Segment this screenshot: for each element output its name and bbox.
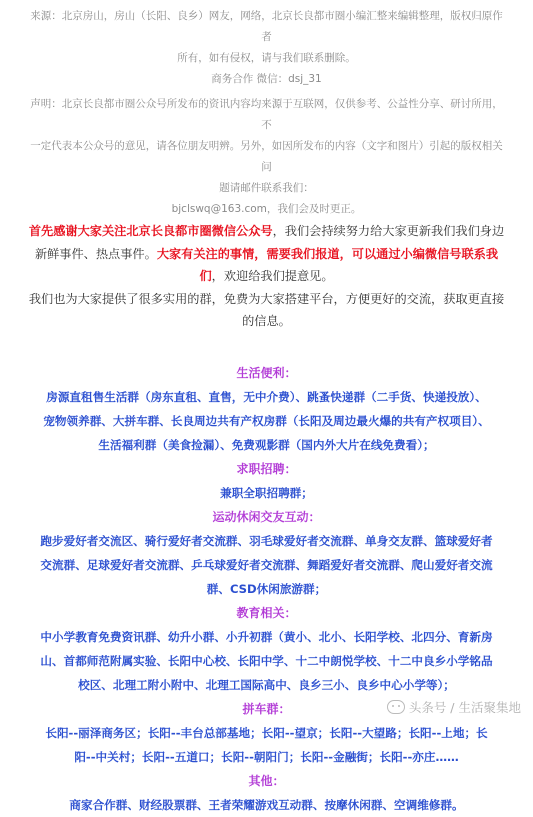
group-line: 交流群、足球爱好者交流群、乒乓球爱好者交流群、舞蹈爱好者交流群、爬山爱好者交流 xyxy=(40,557,493,572)
groups-intro-2: 的信息。 xyxy=(242,314,291,328)
thanks-text: ，我们会持续努力给大家更新我们我们身边 xyxy=(272,224,505,238)
thanks-line-2 xyxy=(28,243,505,266)
disclaimer-line-2: 一定代表本公众号的意见，请各位朋友明辨。另外，如因所发布的内容（文字和图片）引起的版权相关问 xyxy=(30,140,503,173)
source-line-1: 来源：北京房山，房山（长阳、良乡）网友，网络，北京长良都市圈小编汇整来编辑整理，版权归原作者 xyxy=(30,10,503,43)
group-line: 兼职全职招聘群； xyxy=(220,485,313,500)
group-line: 生活福利群（美食捡漏）、免费观影群（国内外大片在线免费看）； xyxy=(98,437,435,452)
watermark xyxy=(387,698,521,716)
group-heading: 运动休闲交友互动： xyxy=(212,509,321,524)
group-line: 宠物领养群、大拼车群、长良周边共有产权房群（长阳及周边最火爆的共有产权项目）、 xyxy=(43,413,490,428)
groups-list xyxy=(28,361,505,817)
group-section xyxy=(28,361,505,457)
disclaimer-line-3: 题请邮件联系我们： xyxy=(219,182,314,194)
thanks-text-2: 新鲜事件、热点事件。 xyxy=(34,246,157,261)
disclaimer-email: bjclswq@163.com，我们会及时更正。 xyxy=(171,203,362,215)
group-line: 山、首都师范附属实验、长阳中心校、长阳中学、十二中朗悦学校、十二中良乡小学铭品 xyxy=(40,653,493,668)
source-line-2: 所有，如有侵权，请与我们联系删除。 xyxy=(177,52,356,64)
group-line: 商家合作群、财经股票群、王者荣耀游戏互动群、按摩休闲群、空调维修群。 xyxy=(69,797,464,812)
groups-intro: 我们也为大家提供了很多实用的群，免费为大家搭建平台，方便更好的交流，获取更直接 xyxy=(28,291,505,306)
watermark-text: 头条号 / 生活聚集地 xyxy=(408,700,521,715)
disclaimer-line-1: 声明：北京长良都市圈公众号所发布的资讯内容均来源于互联网，仅供参考、公益性分享、研讨所用，不 xyxy=(30,98,503,131)
group-heading: 拼车群： xyxy=(242,701,291,716)
group-heading: 教育相关： xyxy=(236,605,297,620)
thanks-highlight: 首先感谢大家关注北京长良都市圈微信公众号 xyxy=(28,224,273,238)
thanks-line-1 xyxy=(28,220,505,243)
group-section xyxy=(28,601,505,697)
group-heading: 其他： xyxy=(248,773,285,788)
thanks-line-3 xyxy=(28,265,505,288)
group-line: 阳--中关村；长阳--五道口；长阳--朝阳门；长阳--金融街；长阳--亦庄…… xyxy=(74,749,459,764)
group-heading: 生活便利： xyxy=(236,365,297,380)
group-line: 房源直租售生活群（房东直租、直售，无中介费）、跳蚤快递群（二手货、快递投放）、 xyxy=(46,389,487,404)
group-line: 跑步爱好者交流区、骑行爱好者交流群、羽毛球爱好者交流群、单身交友群、篮球爱好者 xyxy=(40,533,493,548)
business-contact: 商务合作 微信：dsj_31 xyxy=(211,73,322,85)
report-request: 大家有关注的事情，需要我们报道，可以通过小编微信号联系我 xyxy=(156,246,499,261)
article-content xyxy=(28,6,505,817)
group-heading: 求职招聘： xyxy=(236,461,297,476)
chat-bubble-icon xyxy=(387,700,405,714)
group-line: 中小学教育免费资讯群、幼升小群、小升初群（黄小、北小、长阳学校、北四分、育新房 xyxy=(40,629,493,644)
group-line: 校区、北理工附小附中、北理工国际高中、良乡三小、良乡中心小学等）； xyxy=(78,677,455,692)
thanks-block xyxy=(28,220,505,333)
group-line: 群、CSD休闲旅游群； xyxy=(206,581,327,596)
disclaimer-block xyxy=(28,94,505,220)
group-section xyxy=(28,505,505,601)
source-block xyxy=(28,6,505,90)
group-section xyxy=(28,457,505,505)
welcome-text: ，欢迎给我们提意见。 xyxy=(211,269,334,283)
report-request-end: 们 xyxy=(199,269,212,283)
group-line: 长阳--丽泽商务区；长阳--丰台总部基地；长阳--望京；长阳--大望路；长阳--上地；长 xyxy=(45,725,488,740)
group-section xyxy=(28,769,505,817)
